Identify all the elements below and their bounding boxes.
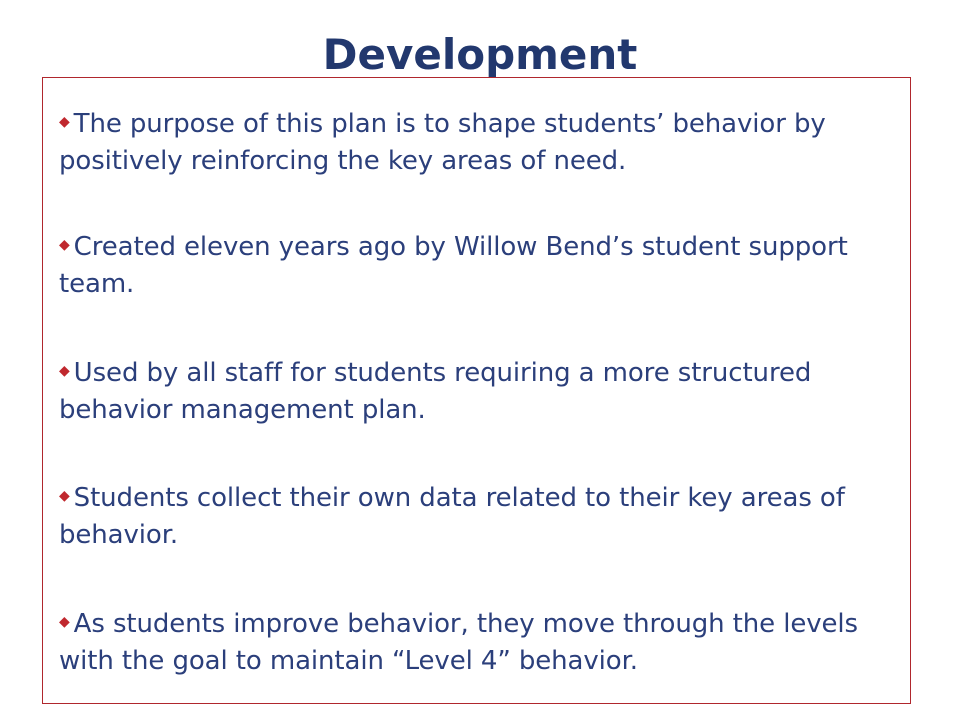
- diamond-bullet-icon: ◆: [59, 363, 70, 379]
- bullet-item: [59, 604, 904, 680]
- bullet-item: [59, 104, 904, 180]
- bullet-text: Created eleven years ago by Willow Bend’s student support team.: [59, 232, 848, 299]
- bullet-item: [59, 227, 904, 303]
- content-box: [42, 77, 911, 704]
- bullet-text: Used by all staff for students requiring a more structured behavior management plan.: [59, 358, 812, 425]
- bullet-text: The purpose of this plan is to shape students’ behavior by positively reinforcing the key areas of need.: [59, 109, 826, 176]
- bullet-item: [59, 478, 904, 554]
- bullet-text: As students improve behavior, they move through the levels with the goal to maintain “Level 4” behavior.: [59, 609, 858, 676]
- bullet-text: Students collect their own data related to their key areas of behavior.: [59, 483, 845, 550]
- slide-title: Development: [322, 30, 638, 79]
- diamond-bullet-icon: ◆: [59, 614, 70, 630]
- bullet-item: [59, 353, 904, 429]
- diamond-bullet-icon: ◆: [59, 237, 70, 253]
- diamond-bullet-icon: ◆: [59, 488, 70, 504]
- diamond-bullet-icon: ◆: [59, 114, 70, 130]
